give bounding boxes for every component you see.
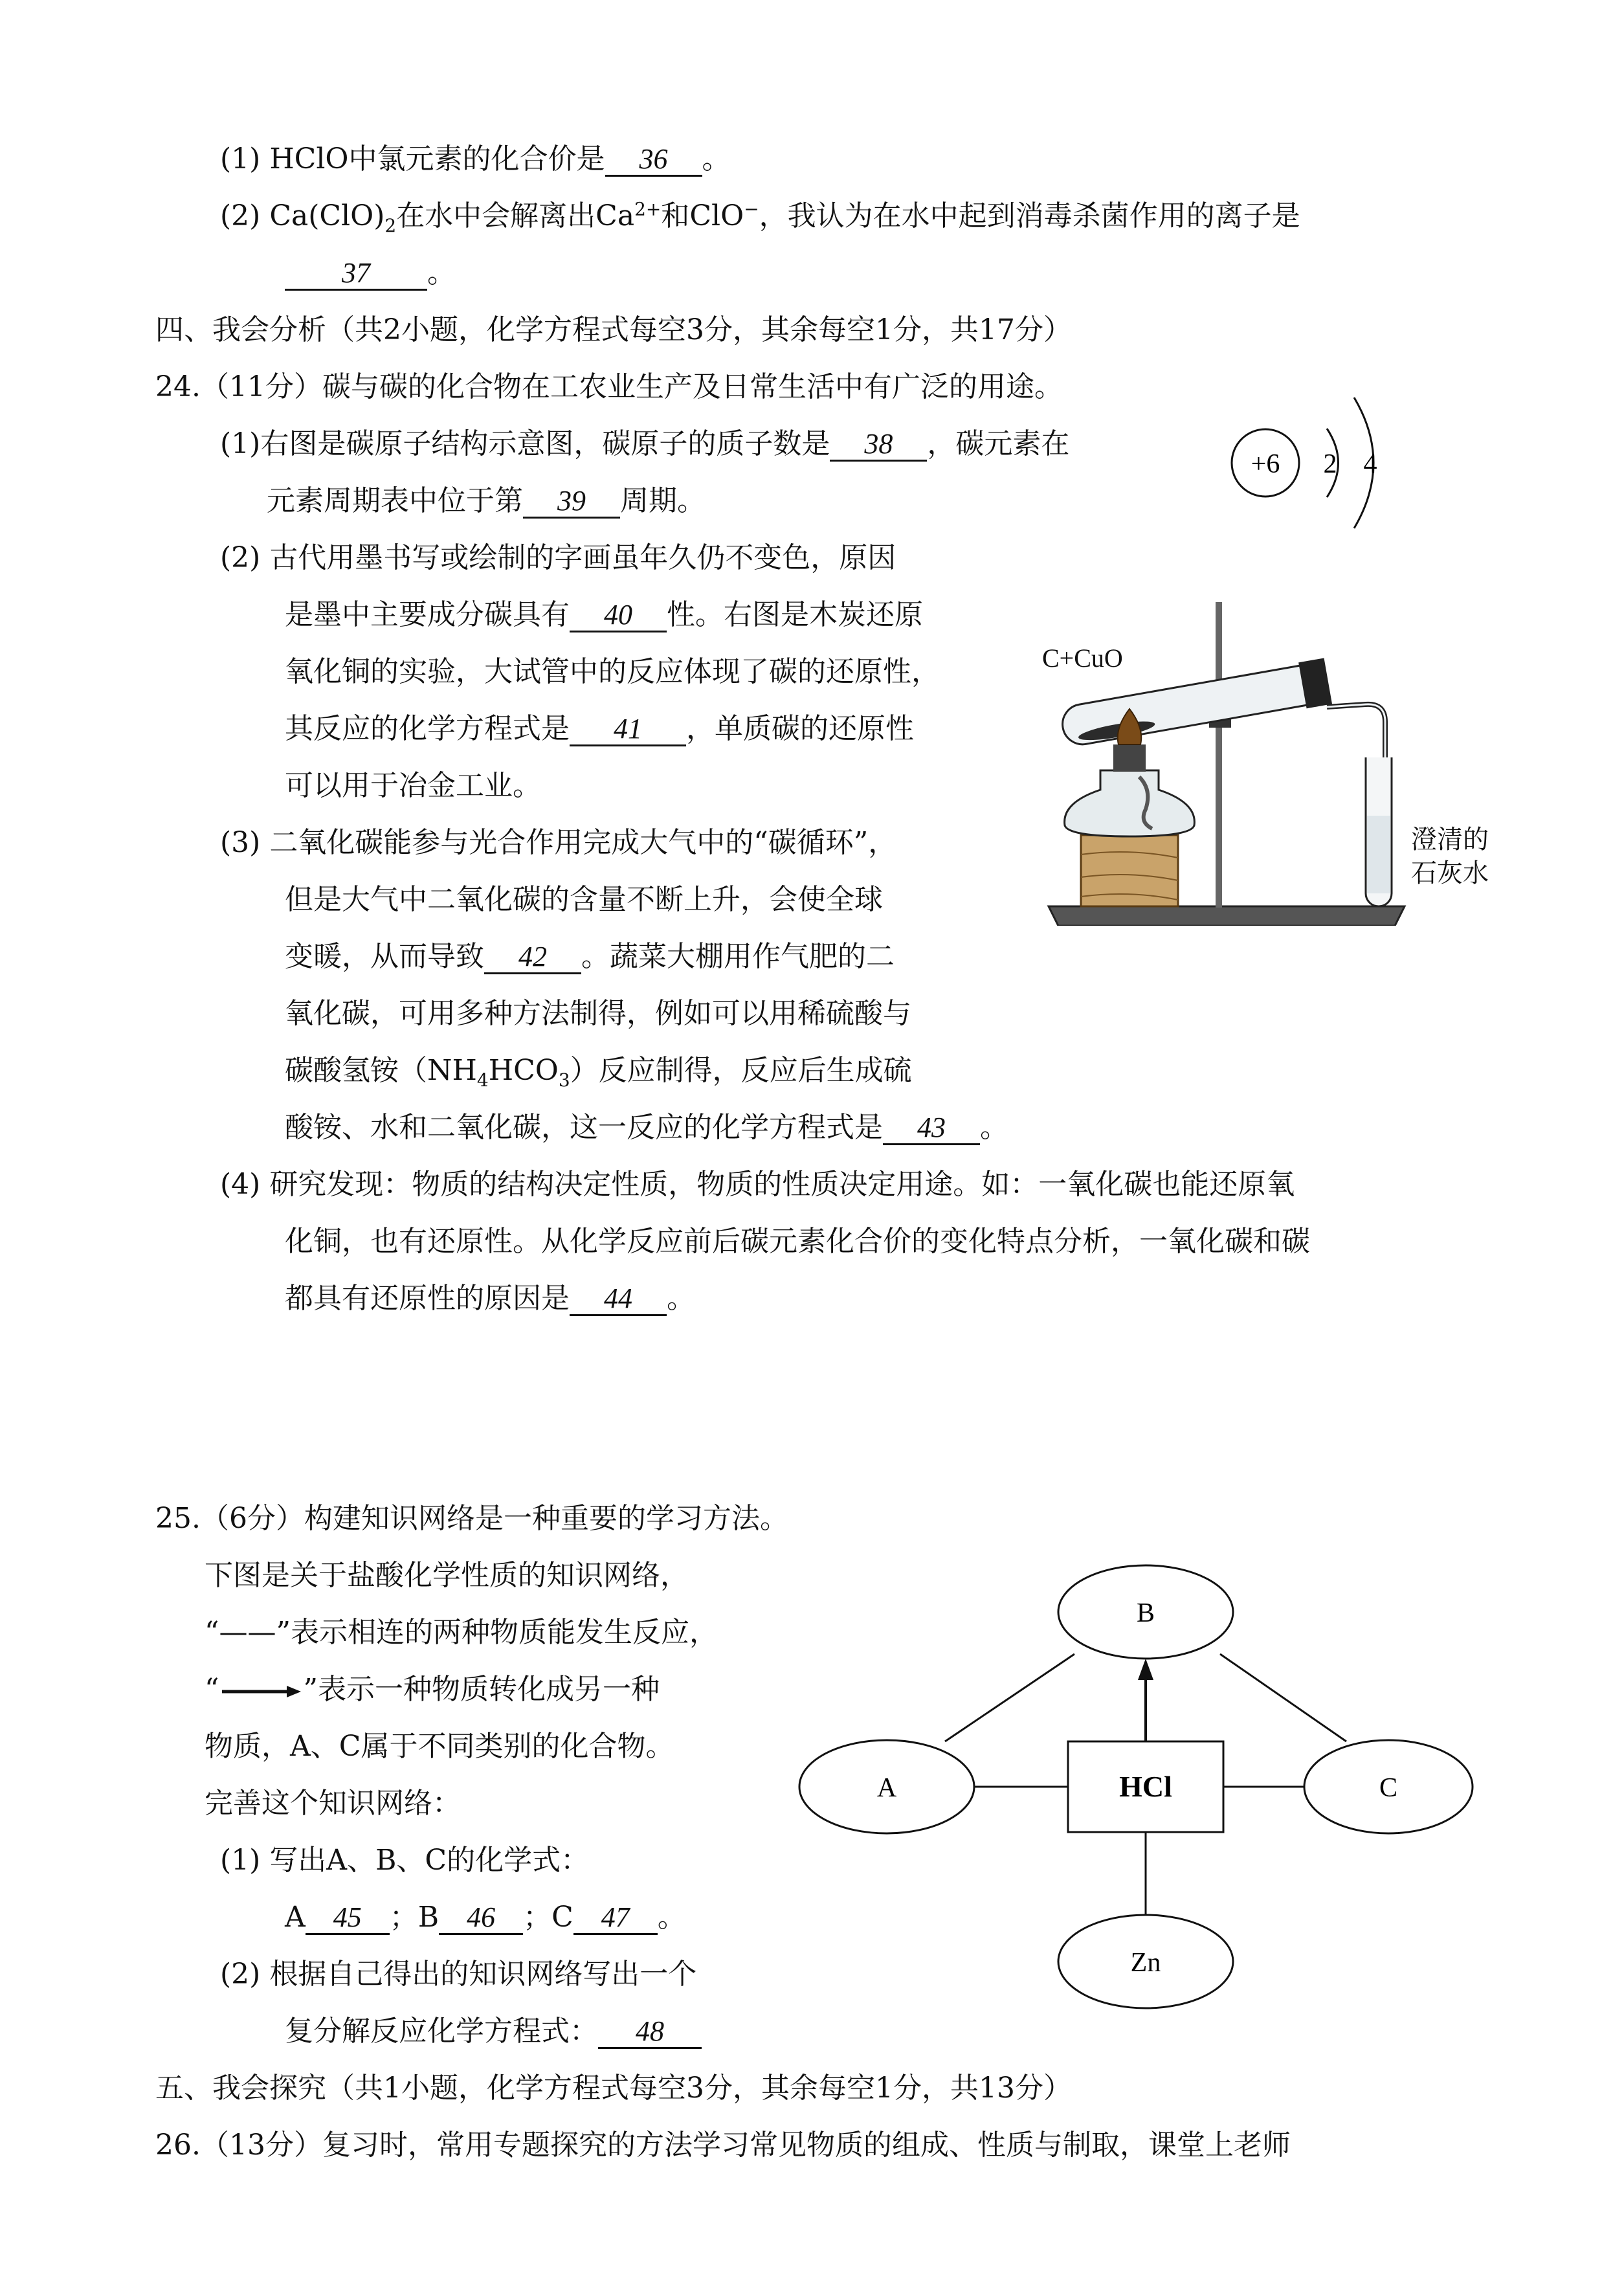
shell-1-electrons: 2 (1323, 449, 1337, 479)
q24-part2-line4: 其反应的化学方程式是 41 ，单质碳的还原性 (285, 712, 914, 745)
q24-part2-line5: 可以用于冶金工业。 (285, 769, 541, 802)
q26-heading: 26.（13分）复习时，常用专题探究的方法学习常见物质的组成、性质与制取，课堂上老师 (155, 2129, 1291, 2162)
q24-part3-line2: 但是大气中二氧化碳的含量不断上升，会使全球 (285, 883, 883, 916)
limewater-label-1: 澄清的 (1411, 825, 1489, 854)
q25-line2: “——”表示相连的两种物质能发生反应， (205, 1616, 718, 1649)
answer-blank-36[interactable]: 36 (605, 144, 702, 177)
q24-part3-line4: 氧化碳，可用多种方法制得，例如可以用稀硫酸与 (285, 997, 911, 1030)
q24-part4-line1: (4) 研究发现：物质的结构决定性质，物质的性质决定用途。如：一氧化碳也能还原氧 (220, 1168, 1295, 1201)
q24-part3-line6: 酸铵、水和二氧化碳，这一反应的化学方程式是 43 。 (285, 1111, 1008, 1144)
alcohol-lamp (1065, 770, 1195, 836)
answer-blank-41[interactable]: 41 (570, 713, 686, 746)
q25-part1-answers: A 45 ；B 46 ；C 47 。 (285, 1901, 686, 1934)
arrowhead-icon (1138, 1659, 1153, 1680)
shell-2-electrons: 4 (1363, 449, 1377, 479)
answer-blank-47[interactable]: 47 (573, 1902, 658, 1935)
tube-label: C+CuO (1042, 643, 1123, 673)
limewater-label-2: 石灰水 (1411, 858, 1489, 888)
q25-line5: 完善这个知识网络： (205, 1787, 461, 1820)
q25-line1: 下图是关于盐酸化学性质的知识网络， (205, 1559, 689, 1592)
q23-part1: (1) HClO中氯元素的化合价是 36 。 (220, 142, 731, 175)
q24-part4-line2: 化铜，也有还原性。从化学反应前后碳元素化合价的变化特点分析，一氧化碳和碳 (285, 1225, 1310, 1258)
answer-blank-40[interactable]: 40 (570, 599, 667, 632)
answer-blank-39[interactable]: 39 (523, 486, 620, 519)
node-C-label: C (1379, 1773, 1398, 1803)
q24-part4-line3: 都具有还原性的原因是 44 。 (285, 1282, 695, 1315)
node-A-label: A (876, 1773, 897, 1803)
q25-part2-line1: (2) 根据自己得出的知识网络写出一个 (220, 1958, 697, 1991)
q24-part3-line1: (3) 二氧化碳能参与光合作用完成大气中的“碳循环”， (220, 826, 897, 859)
answer-blank-46[interactable]: 46 (439, 1902, 523, 1935)
node-B-label: B (1136, 1598, 1155, 1628)
answer-blank-44[interactable]: 44 (570, 1283, 667, 1316)
hcl-knowledge-network (796, 1547, 1482, 2026)
limewater-liquid (1367, 816, 1390, 893)
q24-part3-line3: 变暖，从而导致 42 。蔬菜大棚用作气肥的二 (285, 940, 895, 973)
node-HCl-label: HCl (1119, 1770, 1172, 1803)
q24-part2-line2: 是墨中主要成分碳具有 40 性。右图是木炭还原 (285, 598, 923, 631)
q25-line3: “ ”表示一种物质转化成另一种 (205, 1673, 660, 1706)
q25-line4: 物质，A、C属于不同类别的化合物。 (205, 1730, 674, 1763)
carbon-atom-diagram (1217, 388, 1411, 537)
edge-B-C (1220, 1654, 1346, 1741)
stand-base (1049, 906, 1405, 926)
q24-part1: (1)右图是碳原子结构示意图，碳原子的质子数是 38 ，碳元素在 (220, 427, 1070, 460)
answer-blank-37[interactable]: 37 (285, 258, 427, 291)
answer-blank-48[interactable]: 48 (598, 2016, 702, 2049)
q23-part2-cont: 37 。 (285, 255, 456, 291)
q23-part2: (2) $Ca(ClO)_2$在水中会解离出$Ca^{2+}$和ClO−，我认为在水中起到消毒杀菌作用的离子是 (220, 198, 1300, 236)
q24-part2-line3: 氧化铜的实验，大试管中的反应体现了碳的还原性， (285, 655, 940, 688)
section-4-title: 四、我会分析（共2小题，化学方程式每空3分，其余每空1分，共17分） (155, 313, 1072, 346)
nucleus-charge: +6 (1251, 449, 1280, 479)
node-Zn-label: Zn (1130, 1948, 1161, 1978)
charcoal-reduction-apparatus (1042, 583, 1495, 926)
edge-A-B (945, 1654, 1074, 1741)
stand-rod (1216, 602, 1222, 908)
answer-blank-38[interactable]: 38 (830, 429, 927, 462)
q24-part3-line5: 碳酸氢铵$(NH_4HCO_3)$反应制得，反应后生成硫 (285, 1054, 912, 1091)
q25-part1: (1) 写出A、B、C的化学式： (220, 1844, 590, 1877)
q25-heading: 25.（6分）构建知识网络是一种重要的学习方法。 (155, 1502, 788, 1535)
arrow-symbol-icon (219, 1682, 304, 1701)
q24-part1-cont: 元素周期表中位于第 39 周期。 (267, 484, 706, 517)
q25-part2-line2: 复分解反应化学方程式： 48 (285, 2013, 702, 2050)
answer-blank-45[interactable]: 45 (306, 1902, 390, 1935)
section-5-title: 五、我会探究（共1小题，化学方程式每空3分，其余每空1分，共13分） (155, 2072, 1072, 2105)
answer-blank-43[interactable]: 43 (883, 1112, 980, 1145)
q24-part2-line1: (2) 古代用墨书写或绘制的字画虽年久仍不变色，原因 (220, 541, 896, 574)
answer-blank-42[interactable]: 42 (484, 941, 581, 974)
q24-heading: 24.（11分）碳与碳的化合物在工农业生产及日常生活中有广泛的用途。 (155, 370, 1063, 403)
